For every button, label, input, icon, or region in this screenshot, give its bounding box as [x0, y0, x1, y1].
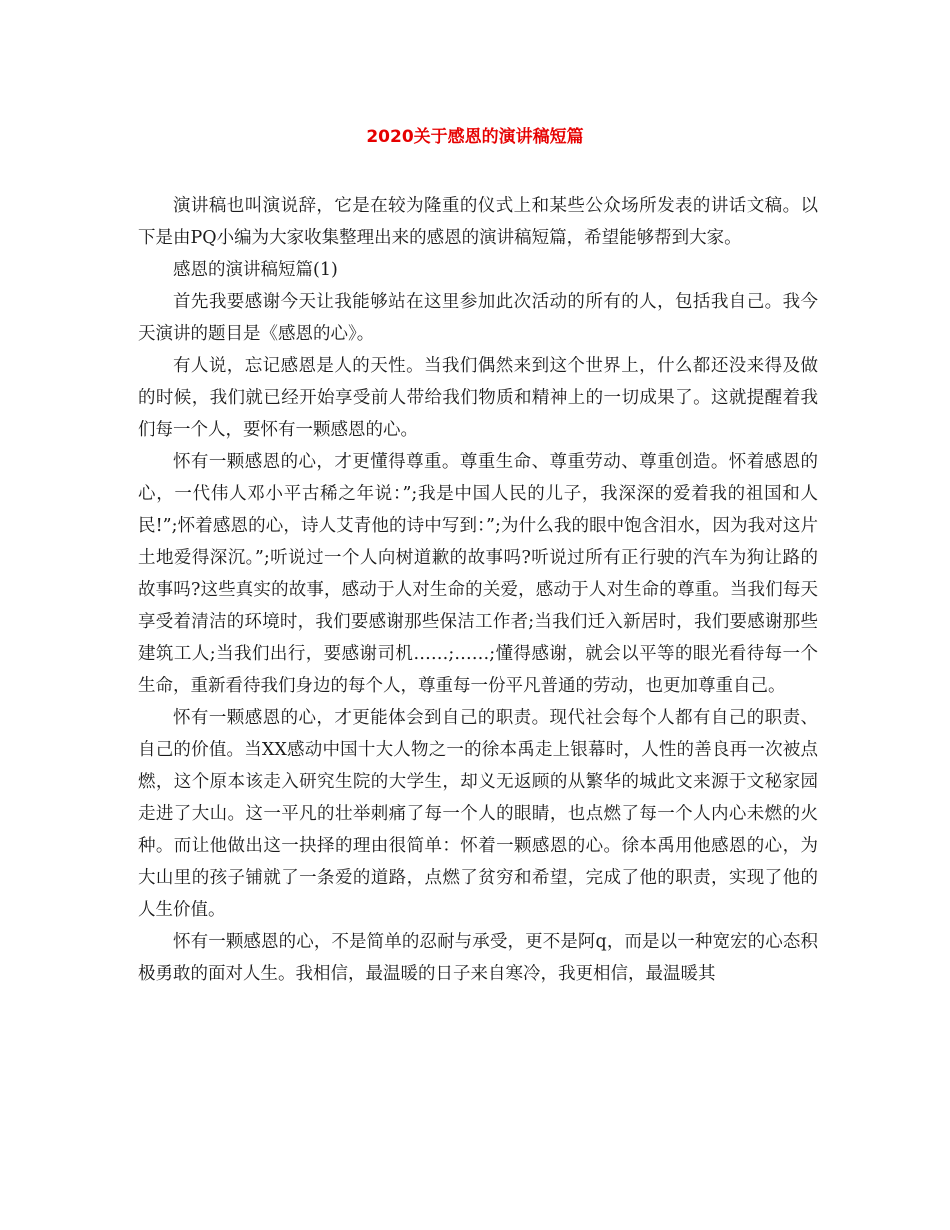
- body-paragraph: 怀有一颗感恩的心，不是简单的忍耐与承受，更不是阿q，而是以一种宽宏的心态积极勇敢的面对人生。我相信，最温暖的日子来自寒冷，我更相信，最温暖其: [138, 932, 818, 984]
- body-paragraph: 怀有一颗感恩的心，才更懂得尊重。尊重生命、尊重劳动、尊重创造。怀着感恩的心，一代伟人邓小平古稀之年说：”;我是中国人民的儿子，我深深的爱着我的祖国和人民!”;怀着感恩的心，诗人艾青他的诗中写到：”;为什么我的眼中饱含泪水，因为我对这片土地爱得深沉。”;听说过一个人向树道歉的故事吗?听说过所有正行驶的汽车为狗让路的故事吗?这些真实的故事，感动于人对生命的关爱，感动于人对生命的尊重。当我们每天享受着清洁的环境时，我们要感谢那些保洁工作者;当我们迁入新居时，我们要感谢那些建筑工人;当我们出行，要感谢司机……;……;懂得感谢，就会以平等的眼光看待每一个生命，重新看待我们身边的每个人，尊重每一份平凡普通的劳动，也更加尊重自己。: [138, 452, 818, 696]
- body-paragraph: 首先我要感谢今天让我能够站在这里参加此次活动的所有的人，包括我自己。我今天演讲的题目是《感恩的心》。: [138, 292, 818, 344]
- section-heading: 感恩的演讲稿短篇(1): [173, 260, 338, 280]
- document-title: 2020关于感恩的演讲稿短篇: [366, 127, 584, 147]
- body-paragraph: 怀有一颗感恩的心，才更能体会到自己的职责。现代社会每个人都有自己的职责、自己的价值。当XX感动中国十大人物之一的徐本禹走上银幕时，人性的善良再一次被点燃，这个原本该走入研究生院的大学生，却义无返顾的从繁华的城此文来源于文秘家园走进了大山。这一平凡的壮举刺痛了每一个人的眼睛，也点燃了每一个人内心未燃的火种。而让他做出这一抉择的理由很简单：怀着一颗感恩的心。徐本禹用他感恩的心，为大山里的孩子铺就了一条爱的道路，点燃了贫穷和希望，完成了他的职责，实现了他的人生价值。: [138, 708, 818, 920]
- intro-paragraph: 演讲稿也叫演说辞，它是在较为隆重的仪式上和某些公众场所发表的讲话文稿。以下是由PQ小编为大家收集整理出来的感恩的演讲稿短篇，希望能够帮到大家。: [138, 196, 818, 248]
- body-paragraph: 有人说，忘记感恩是人的天性。当我们偶然来到这个世界上，什么都还没来得及做的时候，我们就已经开始享受前人带给我们物质和精神上的一切成果了。这就提醒着我们每一个人，要怀有一颗感恩的心。: [138, 356, 818, 440]
- document-body: [138, 190, 818, 990]
